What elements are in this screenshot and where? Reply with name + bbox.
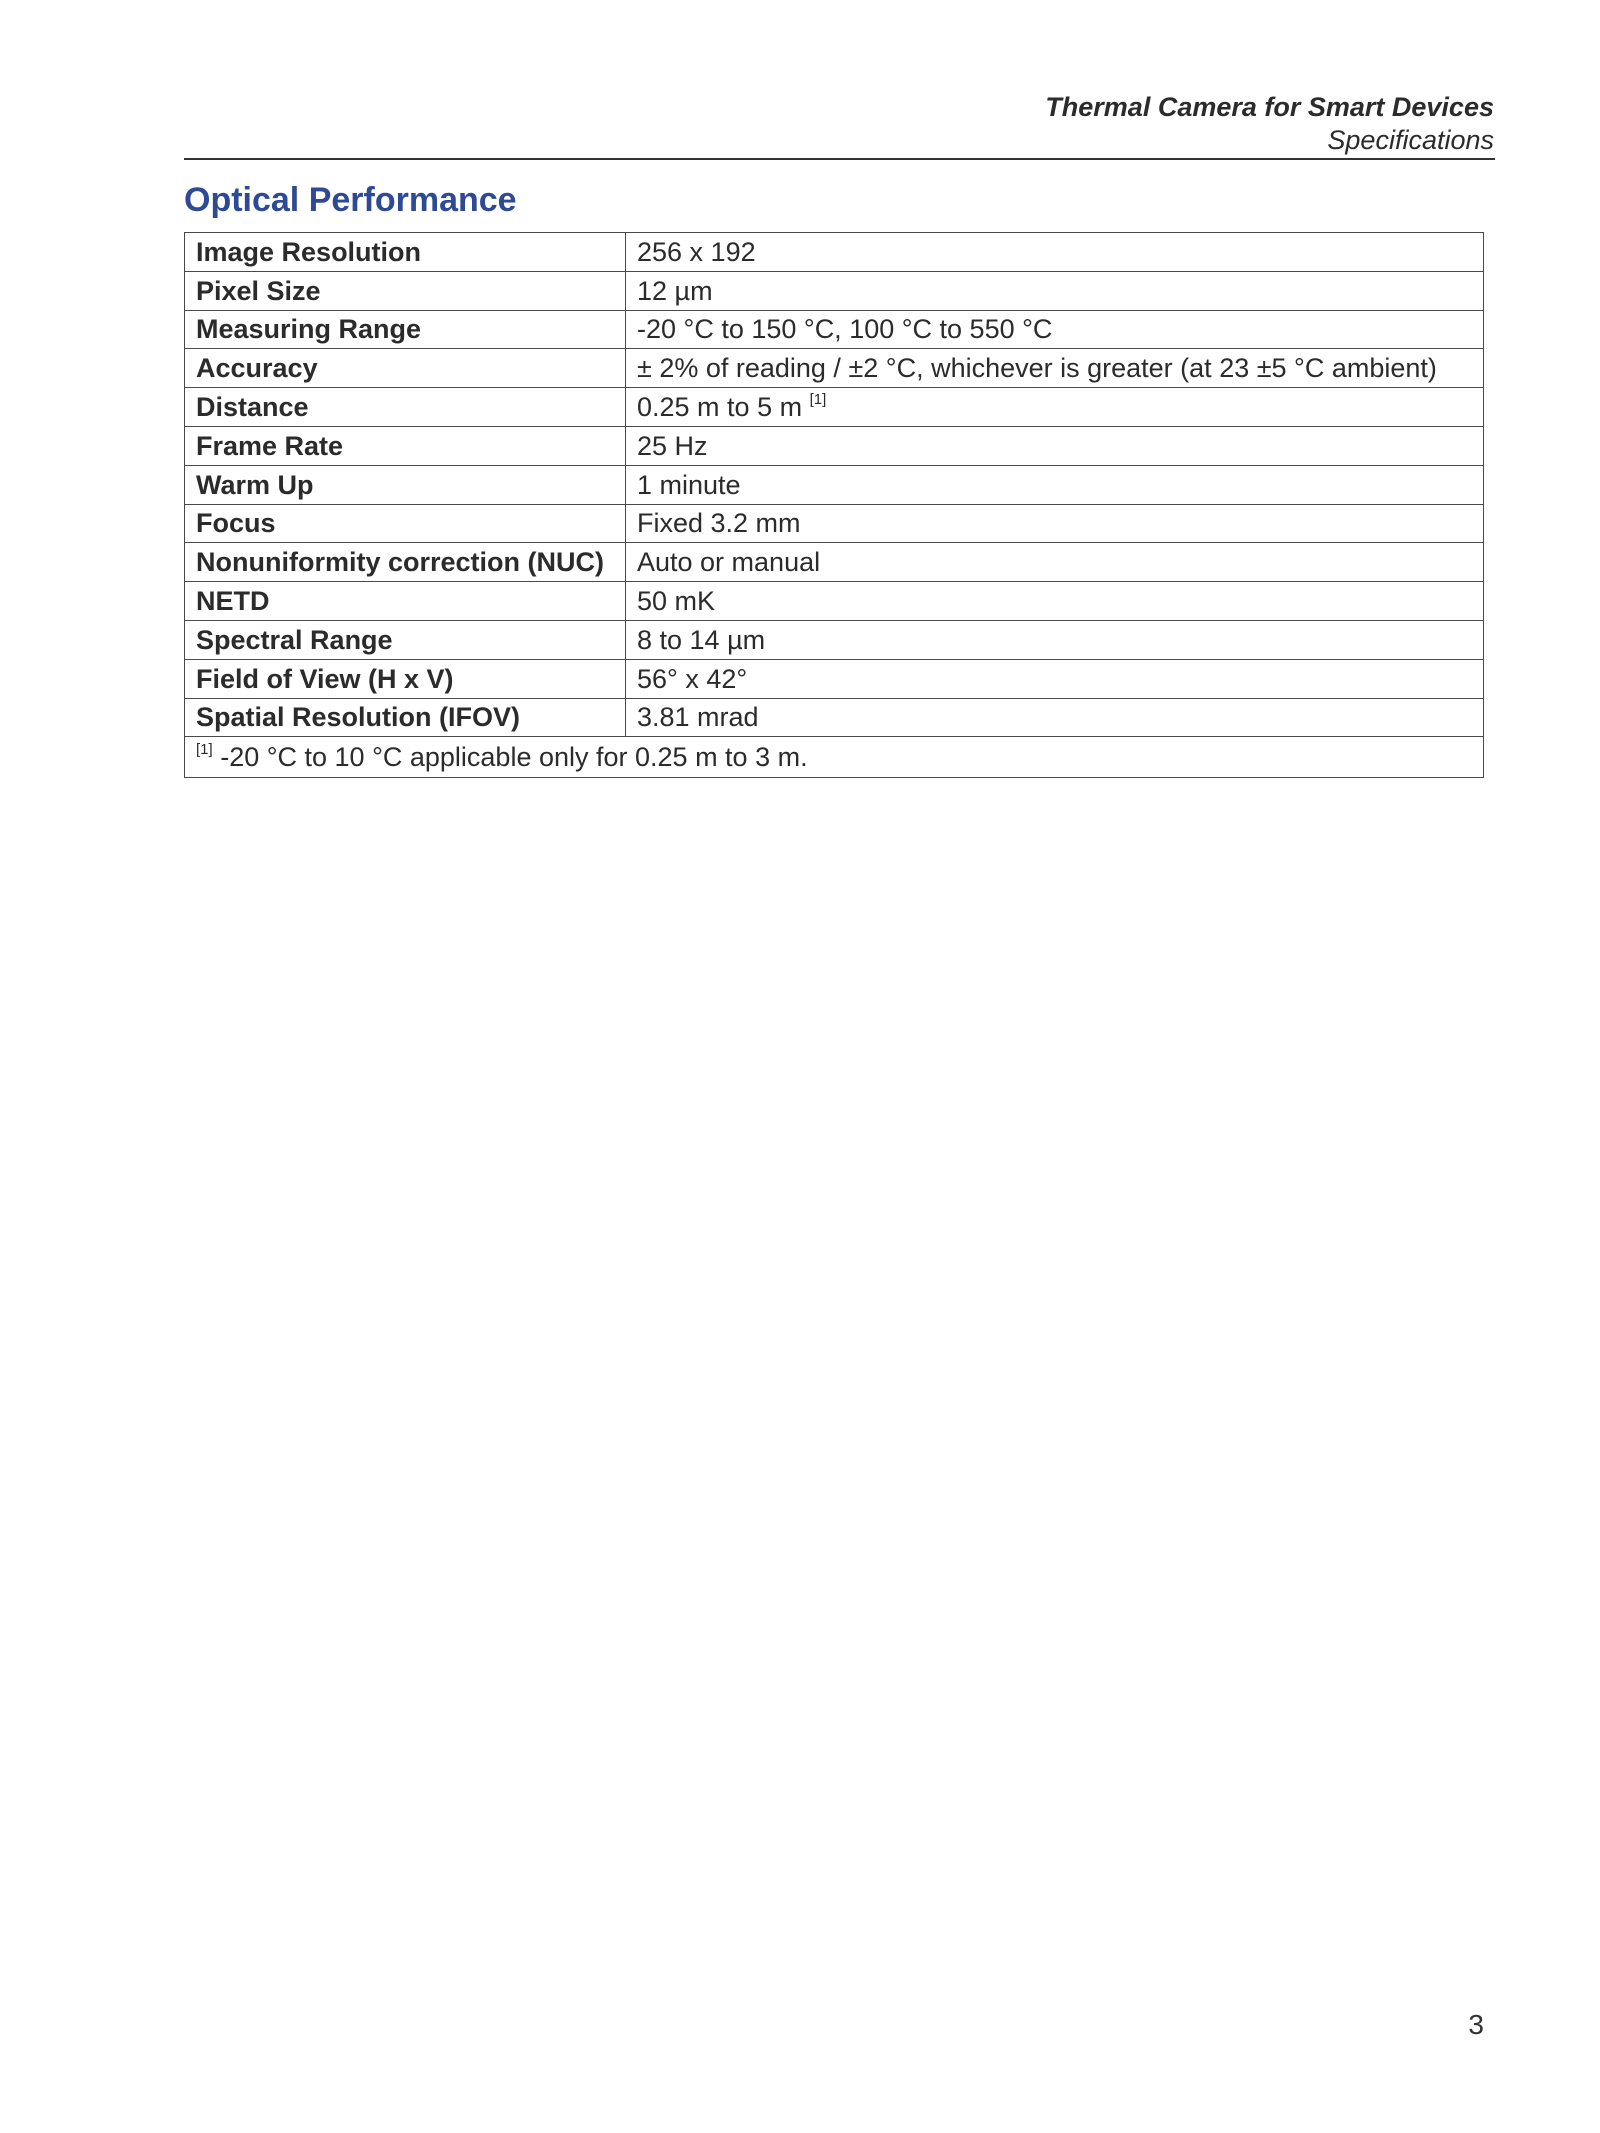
table-row bbox=[185, 349, 1484, 388]
spec-label: Distance bbox=[185, 388, 626, 427]
footnote-marker: [1] bbox=[196, 741, 213, 759]
table-row bbox=[185, 233, 1484, 272]
spec-value: 56° x 42° bbox=[626, 659, 1484, 698]
chapter-title: Specifications bbox=[1327, 125, 1494, 155]
spec-value: Fixed 3.2 mm bbox=[626, 504, 1484, 543]
spec-value: 50 mK bbox=[626, 582, 1484, 621]
footnote-reference: [1] bbox=[809, 391, 827, 409]
spec-value: 25 Hz bbox=[626, 426, 1484, 465]
table-row bbox=[185, 465, 1484, 504]
footnote-text: -20 °C to 10 °C applicable only for 0.25 m to 3 m. bbox=[220, 742, 808, 773]
specifications-table bbox=[184, 232, 1484, 778]
spec-label: Pixel Size bbox=[185, 271, 626, 310]
spec-value: ± 2% of reading / ±2 °C, whichever is greater (at 23 ±5 °C ambient) bbox=[626, 349, 1484, 388]
spec-value: 12 µm bbox=[626, 271, 1484, 310]
section-heading: Optical Performance bbox=[184, 181, 517, 219]
spec-label: Spectral Range bbox=[185, 620, 626, 659]
spec-label: Image Resolution bbox=[185, 233, 626, 272]
spec-value: 256 x 192 bbox=[626, 233, 1484, 272]
spec-label: Nonuniformity correction (NUC) bbox=[185, 543, 626, 582]
spec-label: Accuracy bbox=[185, 349, 626, 388]
table-row bbox=[185, 504, 1484, 543]
running-header bbox=[184, 90, 1494, 156]
spec-value: 0.25 m to 5 m bbox=[637, 392, 803, 423]
table-row bbox=[185, 698, 1484, 737]
spec-value: -20 °C to 150 °C, 100 °C to 550 °C bbox=[626, 310, 1484, 349]
spec-label: Spatial Resolution (IFOV) bbox=[185, 698, 626, 737]
table-row bbox=[185, 310, 1484, 349]
spec-label: Warm Up bbox=[185, 465, 626, 504]
spec-value: 1 minute bbox=[626, 465, 1484, 504]
page-number: 3 bbox=[1468, 2009, 1484, 2040]
spec-value: 8 to 14 µm bbox=[626, 620, 1484, 659]
table-row bbox=[185, 271, 1484, 310]
spec-label: Frame Rate bbox=[185, 426, 626, 465]
table-row bbox=[185, 388, 1484, 427]
header-divider bbox=[184, 158, 1495, 160]
table-row bbox=[185, 620, 1484, 659]
table-row bbox=[185, 426, 1484, 465]
spec-label: Focus bbox=[185, 504, 626, 543]
spec-value-cell bbox=[626, 388, 1484, 427]
footnote-cell bbox=[185, 737, 1484, 778]
table-row bbox=[185, 543, 1484, 582]
table-row bbox=[185, 582, 1484, 621]
document-title: Thermal Camera for Smart Devices bbox=[1045, 92, 1494, 122]
footnote-row bbox=[185, 737, 1484, 778]
spec-label: Field of View (H x V) bbox=[185, 659, 626, 698]
spec-label: NETD bbox=[185, 582, 626, 621]
spec-value: Auto or manual bbox=[626, 543, 1484, 582]
spec-value: 3.81 mrad bbox=[626, 698, 1484, 737]
table-row bbox=[185, 659, 1484, 698]
spec-label: Measuring Range bbox=[185, 310, 626, 349]
